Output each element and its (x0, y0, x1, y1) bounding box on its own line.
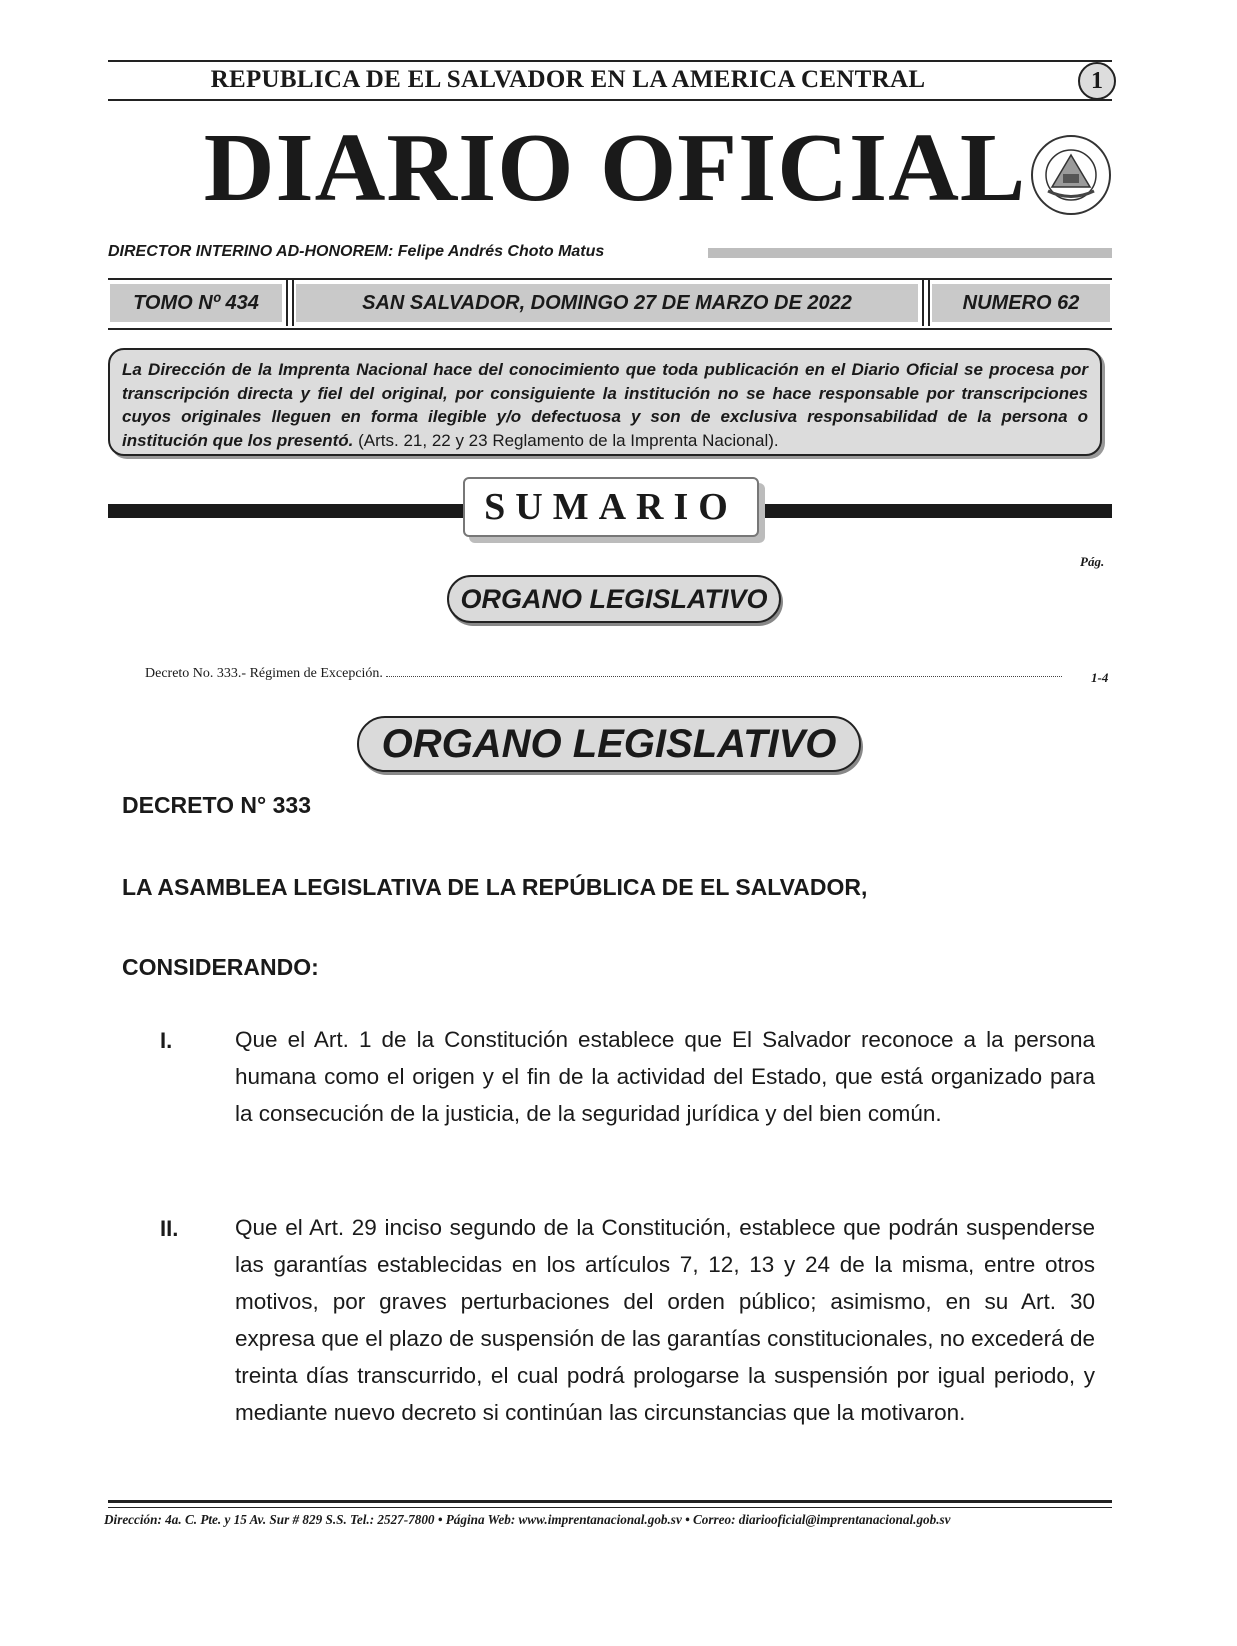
item-paragraph: Que el Art. 1 de la Constitución establece que El Salvador reconoce a la persona humana como el origen y el fin de la actividad del Estado, que está organizado para la consecución de la justicia, de la seguridad jurídica y del bien común. (235, 1027, 1095, 1126)
considerando-heading: CONSIDERANDO: (122, 954, 319, 980)
footer-contact: Dirección: 4a. C. Pte. y 15 Av. Sur # 829 S.S. Tel.: 2527-7800 • Página Web: www.imprentanacional.gob.sv • Correo: diariooficial@imprentanacional.gob.sv (104, 1512, 951, 1527)
notice-bold-text: La Dirección de la Imprenta Nacional hace del conocimiento que toda publicación en el Diario Oficial se procesa por transcripción directa y fiel del original, por consiguiente la institución no se hace responsable por transcripciones cuyos originales lleguen en forma ilegible y/o defectuosa y son de exclusiva responsabilidad de la persona o institución que los presentó. (122, 360, 1088, 450)
toc-entry-text: Decreto No. 333.- Régimen de Excepción. (145, 666, 383, 681)
top-rule (108, 60, 1112, 62)
republic-title: REPUBLICA DE EL SALVADOR EN LA AMERICA CENTRAL (210, 66, 926, 93)
issue-separator (922, 280, 930, 326)
toc-leader (386, 676, 1062, 677)
section-heading: ORGANO LEGISLATIVO (357, 716, 861, 772)
assembly-heading: LA ASAMBLEA LEGISLATIVA DE LA REPÚBLICA DE EL SALVADOR, (122, 874, 868, 900)
sumario-section-label: ORGANO LEGISLATIVO (447, 575, 781, 623)
item-numeral: I. (160, 1028, 173, 1053)
disclaimer-notice (108, 348, 1102, 456)
tomo-number: TOMO Nº 434 (110, 284, 282, 322)
national-seal-icon (1030, 134, 1112, 216)
masthead: DIARIO OFICIAL (203, 114, 1027, 222)
page-column-label: Pág. (1080, 554, 1105, 569)
decree-number: DECRETO N° 333 (122, 792, 311, 818)
director-bar (708, 248, 1112, 258)
toc-entry-pages: 1-4 (1091, 670, 1109, 685)
issue-number: NUMERO 62 (932, 284, 1110, 322)
issue-separator (286, 280, 294, 326)
footer-rule-thin (108, 1507, 1112, 1508)
item-numeral: II. (160, 1216, 179, 1241)
footer-rule (108, 1500, 1112, 1503)
issue-bar (108, 278, 1112, 330)
notice-reference: (Arts. 21, 22 y 23 Reglamento de la Imprenta Nacional). (353, 430, 779, 450)
sumario-title: SUMARIO (463, 477, 759, 537)
director-line: DIRECTOR INTERINO AD-HONOREM: Felipe Andrés Choto Matus (108, 243, 605, 260)
page-number: 1 (1078, 62, 1116, 100)
toc-entry[interactable] (145, 666, 1065, 682)
top-rule-bottom (108, 99, 1112, 101)
item-paragraph: Que el Art. 29 inciso segundo de la Constitución, establece que podrán suspenderse las garantías establecidas en los artículos 7, 12, 13 y 24 de la misma, entre otros motivos, por graves perturbaciones del orden público; asimismo, en su Art. 30 expresa que el plazo de suspensión de las garantías constitucionales, no excederá de treinta días transcurrido, el cual podrá prologarse la suspensión por igual periodo, y mediante nuevo decreto si continúan las circunstancias que la motivaron. (235, 1215, 1095, 1425)
issue-place-date: SAN SALVADOR, DOMINGO 27 DE MARZO DE 2022 (296, 284, 918, 322)
